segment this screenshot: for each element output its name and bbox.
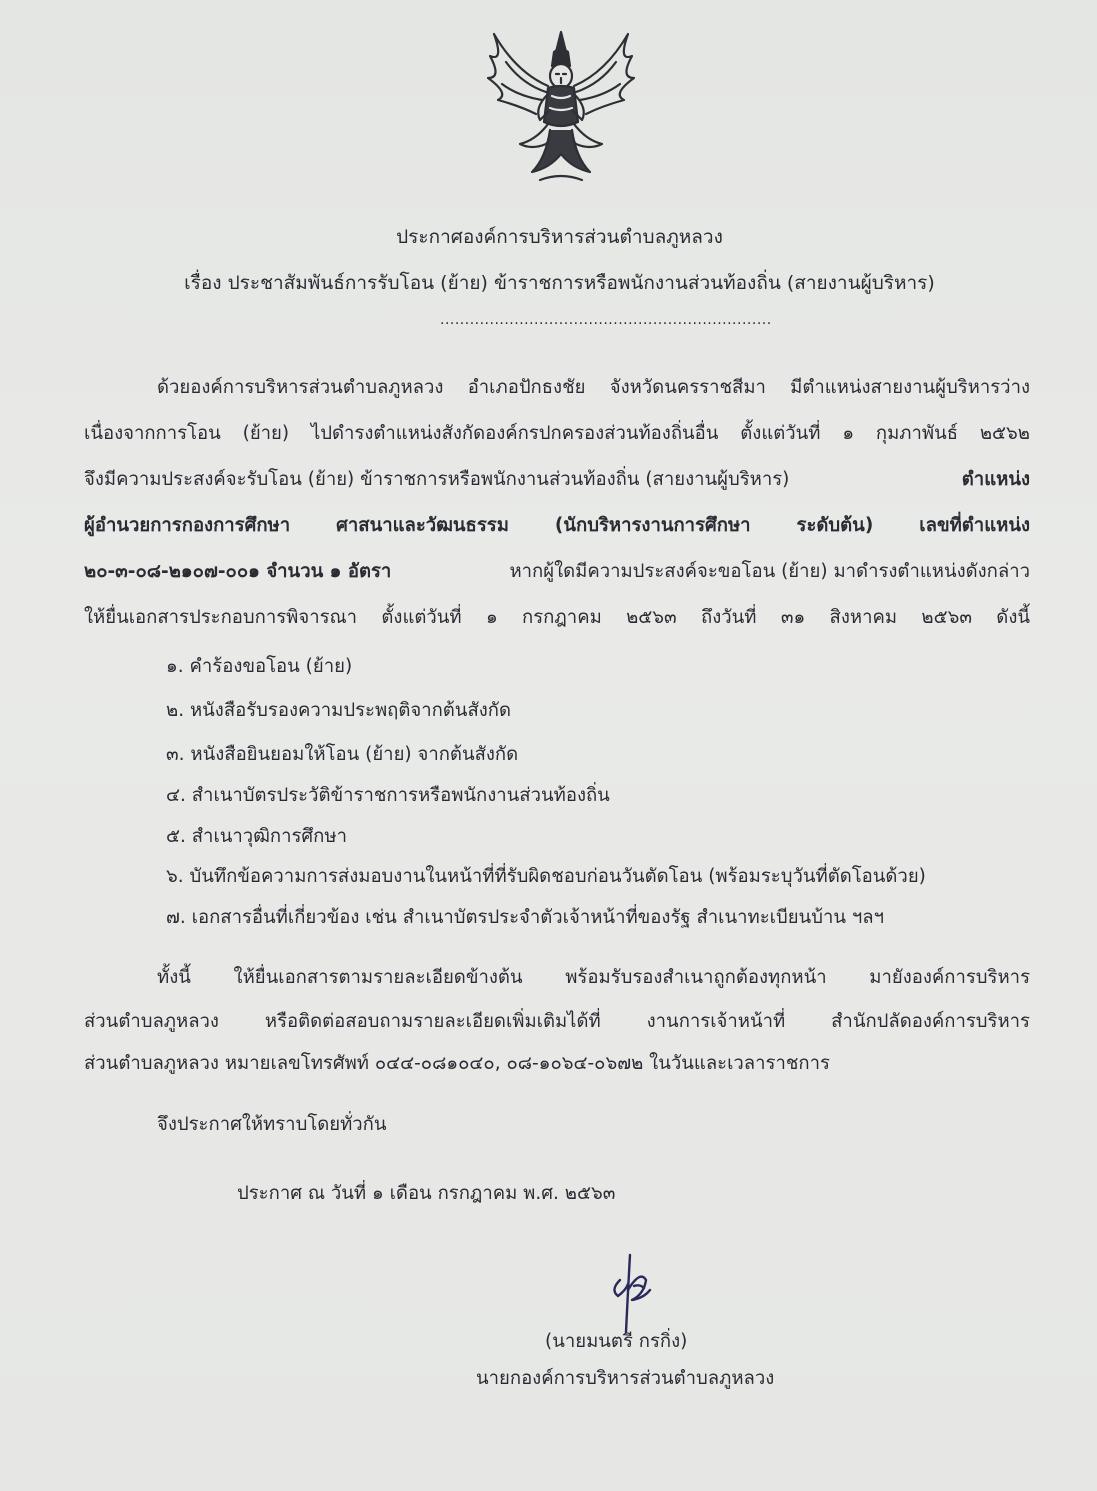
paragraph-2-line-2: ส่วนตำบลภูหลวง หรือติดต่อสอบถามรายละเอียดเพิ่มเติมได้ที่ งานการเจ้าหน้าที่ สำนักปลัดองค์การบริหาร [84, 1011, 1030, 1032]
title-separator: ................................................................... [440, 312, 772, 328]
closing-statement: จึงประกาศให้ทราบโดยทั่วกัน [157, 1114, 387, 1135]
paragraph-1-line-3 [84, 468, 1030, 492]
paragraph-1-line-5 [84, 560, 1030, 584]
handwritten-signature-icon [600, 1250, 670, 1335]
list-item: ๓. หนังสือยินยอมให้โอน (ย้าย) จากต้นสังกัด [166, 744, 519, 765]
paragraph-1-line-2: เนื่องจากการโอน (ย้าย) ไปดำรงตำแหน่งสังกัดองค์กรปกครองส่วนท้องถิ่นอื่น ตั้งแต่วันที่ ๑ กุมภาพันธ์ ๒๕๖๒ [84, 423, 1030, 444]
list-item: ๒. หนังสือรับรองความประพฤติจากต้นสังกัด [166, 700, 511, 721]
announcement-title: ประกาศองค์การบริหารส่วนตำบลภูหลวง [396, 226, 723, 248]
paragraph-2-line-1: ทั้งนี้ ให้ยื่นเอกสารตามรายละเอียดข้างต้น พร้อมรับรองสำเนาถูกต้องทุกหน้า มายังองค์การบริหาร [157, 967, 1030, 988]
announcement-subject: เรื่อง ประชาสัมพันธ์การรับโอน (ย้าย) ข้าราชการหรือพนักงานส่วนท้องถิ่น (สายงานผู้บริหาร) [184, 272, 935, 294]
paragraph-1-line-6: ให้ยื่นเอกสารประกอบการพิจารณา ตั้งแต่วันที่ ๑ กรกฎาคม ๒๕๖๓ ถึงวันที่ ๓๑ สิงหาคม ๒๕๖๓ ดังนี้ [84, 607, 1030, 628]
paragraph-1-line-3-text: จึงมีความประสงค์จะรับโอน (ย้าย) ข้าราชการหรือพนักงานส่วนท้องถิ่น (สายงานผู้บริหาร) [84, 469, 790, 490]
list-item: ๑. คำร้องขอโอน (ย้าย) [166, 656, 353, 677]
paragraph-1-line-5-text: หากผู้ใดมีความประสงค์จะขอโอน (ย้าย) มาดำรงตำแหน่งดังกล่าว [509, 561, 1030, 582]
paragraph-2-line-3: ส่วนตำบลภูหลวง หมายเลขโทรศัพท์ ๐๔๔-๐๘๑๐๔๐, ๐๘-๑๐๖๔-๐๖๗๒ ในวันและเวลาราชการ [84, 1053, 830, 1074]
position-title-line: ผู้อำนวยการกองการศึกษา ศาสนาและวัฒนธรรม (นักบริหารงานการศึกษา ระดับต้น) เลขที่ตำแหน่ง [84, 515, 1030, 536]
list-item: ๕. สำเนาวุฒิการศึกษา [166, 826, 347, 847]
paragraph-1-line-1: ด้วยองค์การบริหารส่วนตำบลภูหลวง อำเภอปักธงชัย จังหวัดนครราชสีมา มีตำแหน่งสายงานผู้บริหารว่าง [157, 377, 1030, 398]
list-item: ๔. สำเนาบัตรประวัติข้าราชการหรือพนักงานส่วนท้องถิ่น [166, 785, 610, 806]
garuda-emblem-icon [476, 22, 646, 192]
position-label: ตำแหน่ง [961, 469, 1030, 490]
announcement-date: ประกาศ ณ วันที่ ๑ เดือน กรกฎาคม พ.ศ. ๒๕๖๓ [237, 1183, 616, 1204]
signatory-name: (นายมนตรี กรกิ่ง) [545, 1331, 688, 1352]
list-item: ๗. เอกสารอื่นที่เกี่ยวข้อง เช่น สำเนาบัตรประจำตัวเจ้าหน้าที่ของรัฐ สำเนาทะเบียนบ้าน ฯลฯ [166, 907, 884, 928]
list-item: ๖. บันทึกข้อความการส่งมอบงานในหน้าที่ที่รับผิดชอบก่อนวันตัดโอน (พร้อมระบุวันที่ตัดโอนด้วย) [166, 866, 926, 887]
position-number: ๒๐-๓-๐๘-๒๑๐๗-๐๐๑ จำนวน ๑ อัตรา [84, 561, 392, 582]
signatory-position: นายกองค์การบริหารส่วนตำบลภูหลวง [476, 1368, 775, 1389]
